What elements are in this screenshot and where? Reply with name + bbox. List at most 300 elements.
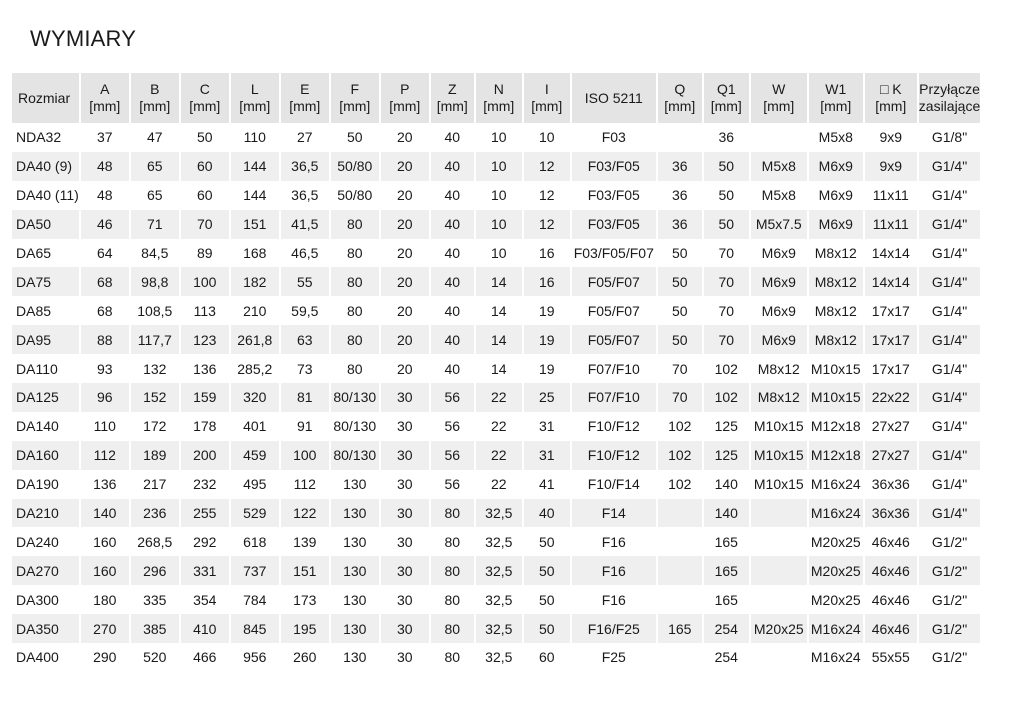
table-cell: 36x36 — [864, 470, 918, 499]
column-header-label: P — [400, 81, 410, 97]
table-cell: 68 — [80, 296, 130, 325]
table-cell: 14x14 — [864, 239, 918, 268]
column-header-label: C — [199, 81, 210, 97]
table-row — [12, 210, 980, 239]
table-cell: 130 — [330, 556, 380, 585]
table-cell: 70 — [180, 210, 230, 239]
table-cell: 254 — [703, 614, 750, 643]
table-cell: 270 — [80, 614, 130, 643]
table-cell: 210 — [230, 296, 280, 325]
table-cell: 80 — [330, 296, 380, 325]
table-cell: 165 — [703, 585, 750, 614]
table-cell: 10 — [475, 210, 523, 239]
column-header-unit: [mm] — [531, 98, 563, 114]
table-cell: 9x9 — [864, 152, 918, 181]
table-cell: 11x11 — [864, 210, 918, 239]
table-cell: F16/F25 — [571, 614, 657, 643]
table-cell: 112 — [80, 441, 130, 470]
table-cell: 70 — [703, 267, 750, 296]
table-cell: 59,5 — [280, 296, 330, 325]
column-header-unit: [mm] — [875, 98, 907, 114]
table-cell: 17x17 — [864, 325, 918, 354]
table-cell: 136 — [180, 354, 230, 383]
table-cell: 80 — [430, 643, 475, 672]
column-header-label: F — [350, 81, 360, 97]
table-cell: 22x22 — [864, 383, 918, 412]
column-header — [80, 73, 130, 123]
dimensions-table — [12, 73, 980, 672]
table-cell: 130 — [330, 585, 380, 614]
size-cell: DA210 — [12, 499, 80, 528]
table-cell: F10/F14 — [571, 470, 657, 499]
size-cell: DA140 — [12, 412, 80, 441]
table-cell: 22 — [475, 412, 523, 441]
table-cell: G1/2" — [918, 614, 980, 643]
table-cell: F05/F07 — [571, 296, 657, 325]
table-cell: 140 — [703, 470, 750, 499]
table-cell: 20 — [380, 325, 430, 354]
table-row — [12, 585, 980, 614]
column-header-unit: [mm] — [139, 98, 171, 114]
table-cell: 195 — [280, 614, 330, 643]
table-cell: M6x9 — [750, 325, 808, 354]
table-cell — [750, 643, 808, 672]
column-header — [130, 73, 180, 123]
table-cell: 50 — [703, 210, 750, 239]
table-cell: F14 — [571, 499, 657, 528]
table-cell: M10x15 — [750, 470, 808, 499]
table-cell: 32,5 — [475, 585, 523, 614]
size-cell: DA75 — [12, 267, 80, 296]
table-cell: 50 — [703, 152, 750, 181]
table-cell: 152 — [130, 383, 180, 412]
table-cell: 20 — [380, 239, 430, 268]
table-cell: 410 — [180, 614, 230, 643]
table-cell: M12x18 — [808, 412, 864, 441]
table-cell: 22 — [475, 383, 523, 412]
column-header — [230, 73, 280, 123]
size-cell: DA110 — [12, 354, 80, 383]
table-cell: 20 — [380, 152, 430, 181]
table-cell: 32,5 — [475, 499, 523, 528]
table-cell: 132 — [130, 354, 180, 383]
table-cell: M20x25 — [750, 614, 808, 643]
table-cell: 14x14 — [864, 267, 918, 296]
table-cell: 32,5 — [475, 527, 523, 556]
table-cell: 30 — [380, 383, 430, 412]
table-cell: F07/F10 — [571, 383, 657, 412]
table-cell: 16 — [523, 239, 571, 268]
column-header — [475, 73, 523, 123]
table-cell: 17x17 — [864, 354, 918, 383]
table-cell: 151 — [280, 556, 330, 585]
table-cell: 459 — [230, 441, 280, 470]
table-cell: M16x24 — [808, 614, 864, 643]
size-cell: DA270 — [12, 556, 80, 585]
table-cell: 618 — [230, 527, 280, 556]
table-cell: 110 — [230, 123, 280, 152]
table-cell: 102 — [703, 354, 750, 383]
table-cell: 36x36 — [864, 499, 918, 528]
column-header-label: W — [772, 81, 786, 97]
table-body — [12, 123, 980, 672]
size-cell: DA190 — [12, 470, 80, 499]
table-cell: M10x15 — [750, 412, 808, 441]
table-cell: 165 — [703, 556, 750, 585]
table-cell: 10 — [475, 152, 523, 181]
column-header — [808, 73, 864, 123]
table-cell: M6x9 — [808, 181, 864, 210]
column-header-unit: [mm] — [710, 98, 742, 114]
table-cell: 50 — [657, 296, 703, 325]
table-cell: 178 — [180, 412, 230, 441]
table-cell — [657, 123, 703, 152]
table-cell: M6x9 — [808, 152, 864, 181]
table-cell: 48 — [80, 152, 130, 181]
table-cell: 50 — [657, 239, 703, 268]
table-row — [12, 267, 980, 296]
column-header — [864, 73, 918, 123]
table-cell: 40 — [430, 152, 475, 181]
table-cell: 159 — [180, 383, 230, 412]
page-title: WYMIARY — [30, 26, 137, 51]
table-cell: 80 — [330, 325, 380, 354]
table-cell: M8x12 — [808, 296, 864, 325]
table-cell: 845 — [230, 614, 280, 643]
table-cell: G1/2" — [918, 527, 980, 556]
table-cell: F03/F05 — [571, 210, 657, 239]
table-cell: 20 — [380, 354, 430, 383]
table-cell: 88 — [80, 325, 130, 354]
table-cell: 292 — [180, 527, 230, 556]
table-cell: 56 — [430, 412, 475, 441]
table-cell: M5x8 — [808, 123, 864, 152]
table-cell — [657, 499, 703, 528]
table-cell: M16x24 — [808, 499, 864, 528]
table-cell: 268,5 — [130, 527, 180, 556]
table-cell: 110 — [80, 412, 130, 441]
table-cell: 40 — [430, 123, 475, 152]
table-row — [12, 643, 980, 672]
table-cell: 100 — [180, 267, 230, 296]
table-cell: 36,5 — [280, 152, 330, 181]
table-cell: 70 — [657, 383, 703, 412]
table-cell: F05/F07 — [571, 325, 657, 354]
table-cell: M20x25 — [808, 585, 864, 614]
table-cell: 70 — [703, 325, 750, 354]
table-cell: M10x15 — [808, 383, 864, 412]
table-cell: 102 — [657, 470, 703, 499]
table-cell: G1/2" — [918, 643, 980, 672]
table-row — [12, 470, 980, 499]
table-cell — [750, 123, 808, 152]
table-cell: 50 — [703, 181, 750, 210]
table-cell: 56 — [430, 470, 475, 499]
table-cell: 89 — [180, 239, 230, 268]
table-cell: 261,8 — [230, 325, 280, 354]
table-cell: 50 — [657, 267, 703, 296]
table-cell: 40 — [430, 354, 475, 383]
table-row — [12, 123, 980, 152]
table-cell: 385 — [130, 614, 180, 643]
table-cell — [750, 499, 808, 528]
table-cell: 84,5 — [130, 239, 180, 268]
column-header-label: Rozmiar — [18, 89, 71, 106]
table-cell: 136 — [80, 470, 130, 499]
table-cell: 48 — [80, 181, 130, 210]
table-cell: 41 — [523, 470, 571, 499]
table-cell: 130 — [330, 499, 380, 528]
column-header-label: Z — [448, 81, 457, 97]
table-cell: 80 — [430, 556, 475, 585]
table-cell: M5x7.5 — [750, 210, 808, 239]
table-cell: 71 — [130, 210, 180, 239]
table-cell — [657, 556, 703, 585]
table-cell: 46x46 — [864, 527, 918, 556]
table-cell: 290 — [80, 643, 130, 672]
table-cell: 50 — [523, 527, 571, 556]
table-row — [12, 441, 980, 470]
table-row — [12, 614, 980, 643]
table-cell: M20x25 — [808, 527, 864, 556]
table-cell: 68 — [80, 267, 130, 296]
column-header-label: I — [544, 81, 549, 97]
size-cell: NDA32 — [12, 123, 80, 152]
table-cell: 36 — [703, 123, 750, 152]
table-cell — [657, 643, 703, 672]
table-cell — [657, 585, 703, 614]
column-header-label: W1 — [825, 81, 847, 97]
table-cell: G1/4" — [918, 354, 980, 383]
table-cell: 160 — [80, 527, 130, 556]
column-header — [523, 73, 571, 123]
table-cell: 130 — [330, 614, 380, 643]
table-cell: 96 — [80, 383, 130, 412]
table-cell: 55x55 — [864, 643, 918, 672]
table-row — [12, 383, 980, 412]
table-cell: 46,5 — [280, 239, 330, 268]
column-header — [330, 73, 380, 123]
table-cell: G1/4" — [918, 412, 980, 441]
table-cell: G1/2" — [918, 585, 980, 614]
table-cell: 60 — [523, 643, 571, 672]
table-cell: 30 — [380, 643, 430, 672]
table-cell: 80 — [430, 499, 475, 528]
table-cell: 102 — [703, 383, 750, 412]
table-cell: 20 — [380, 123, 430, 152]
size-cell: DA50 — [12, 210, 80, 239]
table-cell: 56 — [430, 441, 475, 470]
table-cell: 80 — [430, 614, 475, 643]
size-cell: DA300 — [12, 585, 80, 614]
table-cell: 520 — [130, 643, 180, 672]
table-cell: 108,5 — [130, 296, 180, 325]
table-cell: M6x9 — [808, 210, 864, 239]
table-cell: 36 — [657, 181, 703, 210]
table-cell: 46x46 — [864, 556, 918, 585]
table-cell: 122 — [280, 499, 330, 528]
table-cell: 123 — [180, 325, 230, 354]
size-cell: DA40 (9) — [12, 152, 80, 181]
table-cell: 80 — [430, 527, 475, 556]
table-cell: 217 — [130, 470, 180, 499]
column-header — [918, 73, 980, 123]
table-cell: 80/130 — [330, 441, 380, 470]
table-cell: 91 — [280, 412, 330, 441]
size-cell: DA65 — [12, 239, 80, 268]
table-cell: 12 — [523, 152, 571, 181]
size-cell: DA350 — [12, 614, 80, 643]
table-cell: 80/130 — [330, 412, 380, 441]
column-header-unit: [mm] — [89, 98, 121, 114]
table-cell: 10 — [475, 181, 523, 210]
table-cell: 495 — [230, 470, 280, 499]
table-cell — [750, 585, 808, 614]
table-cell: 60 — [180, 181, 230, 210]
table-cell: 14 — [475, 296, 523, 325]
table-cell: 32,5 — [475, 556, 523, 585]
table-cell: G1/4" — [918, 152, 980, 181]
table-cell: 130 — [330, 643, 380, 672]
table-cell — [657, 527, 703, 556]
table-cell: 40 — [430, 267, 475, 296]
table-cell: 140 — [80, 499, 130, 528]
table-cell: 50 — [523, 585, 571, 614]
table-cell: 63 — [280, 325, 330, 354]
table-row — [12, 354, 980, 383]
size-cell: DA400 — [12, 643, 80, 672]
table-cell: M8x12 — [808, 267, 864, 296]
table-cell: 320 — [230, 383, 280, 412]
table-row — [12, 181, 980, 210]
table-cell: 46x46 — [864, 614, 918, 643]
table-cell: 130 — [330, 527, 380, 556]
table-cell: 27x27 — [864, 412, 918, 441]
table-cell: F16 — [571, 527, 657, 556]
table-cell: M5x8 — [750, 181, 808, 210]
table-cell: 80 — [330, 210, 380, 239]
table-cell: 130 — [330, 470, 380, 499]
table-cell: 32,5 — [475, 643, 523, 672]
table-cell: 27 — [280, 123, 330, 152]
table-cell: 232 — [180, 470, 230, 499]
table-cell: G1/4" — [918, 383, 980, 412]
table-cell: 20 — [380, 267, 430, 296]
table-cell: F16 — [571, 585, 657, 614]
table-cell: M8x12 — [808, 239, 864, 268]
table-cell: 529 — [230, 499, 280, 528]
table-cell: 165 — [657, 614, 703, 643]
table-cell: F16 — [571, 556, 657, 585]
table-cell: 30 — [380, 412, 430, 441]
column-header-unit: [mm] — [189, 98, 221, 114]
table-cell: 17x17 — [864, 296, 918, 325]
table-cell: 20 — [380, 181, 430, 210]
table-cell: 112 — [280, 470, 330, 499]
table-cell: M12x18 — [808, 441, 864, 470]
table-cell: 30 — [380, 556, 430, 585]
table-cell: 80 — [430, 585, 475, 614]
table-cell: 254 — [703, 643, 750, 672]
column-header-label: Q — [674, 81, 686, 97]
table-cell: 27x27 — [864, 441, 918, 470]
table-cell: 102 — [657, 441, 703, 470]
column-header — [280, 73, 330, 123]
table-cell: 70 — [703, 296, 750, 325]
table-cell: 30 — [380, 527, 430, 556]
column-header-label: B — [150, 81, 160, 97]
table-cell: G1/4" — [918, 210, 980, 239]
table-cell: 784 — [230, 585, 280, 614]
table-cell: 14 — [475, 325, 523, 354]
table-cell: 285,2 — [230, 354, 280, 383]
column-header-unit: [mm] — [763, 98, 795, 114]
column-header — [657, 73, 703, 123]
table-cell: 65 — [130, 152, 180, 181]
table-cell: 41,5 — [280, 210, 330, 239]
table-cell: 19 — [523, 325, 571, 354]
table-cell: 172 — [130, 412, 180, 441]
column-header-label: L — [250, 81, 259, 97]
table-cell: G1/4" — [918, 499, 980, 528]
table-cell: 81 — [280, 383, 330, 412]
table-cell: M8x12 — [750, 383, 808, 412]
table-cell: F05/F07 — [571, 267, 657, 296]
table-cell: F03/F05/F07 — [571, 239, 657, 268]
table-cell: 64 — [80, 239, 130, 268]
column-header-unit: [mm] — [339, 98, 371, 114]
table-cell: 50/80 — [330, 152, 380, 181]
table-cell: F03 — [571, 123, 657, 152]
table-cell: G1/4" — [918, 441, 980, 470]
table-cell: M16x24 — [808, 643, 864, 672]
table-cell: 50 — [180, 123, 230, 152]
column-header-unit: [mm] — [436, 98, 468, 114]
table-cell: 36 — [657, 152, 703, 181]
table-cell: 36,5 — [280, 181, 330, 210]
column-header-unit: zasilające — [918, 98, 981, 114]
table-cell: 40 — [430, 181, 475, 210]
table-cell: 46x46 — [864, 585, 918, 614]
table-cell: 331 — [180, 556, 230, 585]
table-cell: 144 — [230, 152, 280, 181]
table-cell: 50 — [523, 614, 571, 643]
table-cell: 100 — [280, 441, 330, 470]
table-cell — [750, 527, 808, 556]
table-cell: 19 — [523, 296, 571, 325]
column-header-label: Q1 — [716, 81, 736, 97]
table-cell: 30 — [380, 470, 430, 499]
table-cell: G1/4" — [918, 470, 980, 499]
table-cell: 70 — [703, 239, 750, 268]
table-cell: 139 — [280, 527, 330, 556]
column-header — [12, 73, 80, 123]
table-cell: G1/2" — [918, 556, 980, 585]
column-header-label: N — [493, 81, 504, 97]
table-cell: G1/4" — [918, 181, 980, 210]
table-cell: 144 — [230, 181, 280, 210]
table-cell: M6x9 — [750, 239, 808, 268]
table-cell: 14 — [475, 267, 523, 296]
table-cell: 50 — [523, 556, 571, 585]
table-row — [12, 152, 980, 181]
table-cell: 47 — [130, 123, 180, 152]
table-cell: 73 — [280, 354, 330, 383]
column-header-label: □ K — [879, 81, 902, 97]
column-header — [380, 73, 430, 123]
table-cell — [750, 556, 808, 585]
table-cell: F10/F12 — [571, 412, 657, 441]
